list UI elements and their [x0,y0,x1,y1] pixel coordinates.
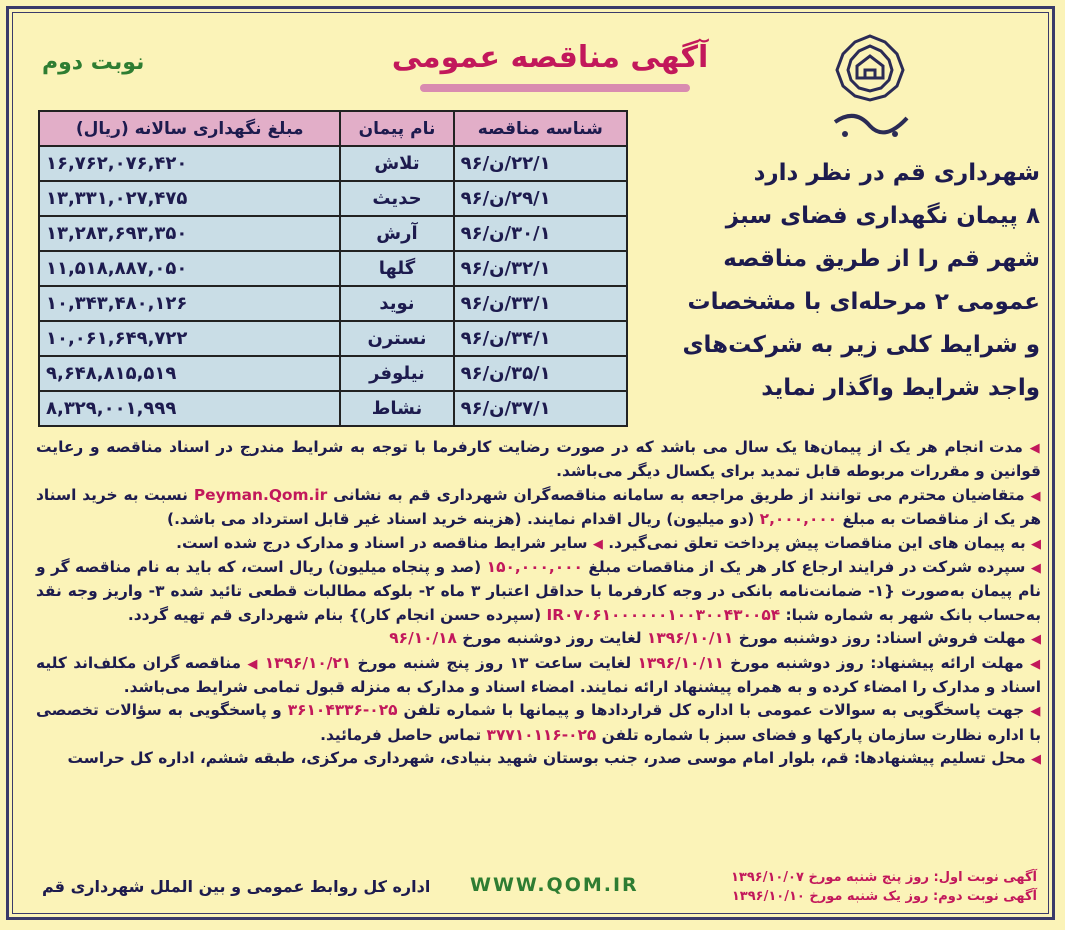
bullet-icon: ◀ [1031,632,1041,648]
clause-text: (دو میلیون) ریال اقدام نمایند. (هزینه خرید اسناد غیر قابل استرداد می باشد.) [167,510,755,529]
tender-id-cell: ۳۳/۱/ن/۹۶ [454,286,627,321]
table-row [39,251,627,286]
clause-text: لغایت روز دوشنبه مورخ [462,629,642,648]
website-link[interactable]: WWW.QOM.IR [470,874,639,896]
table-row [39,146,627,181]
tender-id-cell: ۲۲/۱/ن/۹۶ [454,146,627,181]
clause-text: جهت پاسخگویی به سوالات عمومی با اداره کل قراردادها و پیمانها با شماره تلفن [403,701,1025,720]
tender-id-cell: ۳۰/۱/ن/۹۶ [454,216,627,251]
bullet-icon: ◀ [247,656,259,672]
clause-text: مهلت فروش اسناد: روز دوشنبه مورخ [738,629,1026,648]
intro-line: واجد شرایط واگذار نماید [761,375,1040,401]
clause-text: متقاضیان محترم می توانند از طریق مراجعه به سامانه مناقصه‌گران شهرداری قم به نشانی [333,485,1025,504]
notice-body [36,436,1041,772]
phone-number: ۰۲۵-۳۶۱۰۴۳۳۶ [287,701,398,720]
clause-prepayment [36,532,1041,556]
amount-cell: ۱۶,۷۶۲,۰۷۶,۴۲۰ [39,146,340,181]
bullet-icon: ◀ [1031,536,1041,552]
tender-id-cell: ۳۴/۱/ن/۹۶ [454,321,627,356]
bullet-icon: ◀ [1030,704,1042,720]
intro-line: ۸ پیمان نگهداری فضای سبز [725,203,1040,229]
intro-line: و شرایط کلی زیر به شرکت‌های [682,332,1040,358]
contract-name-cell: آرش [340,216,453,251]
portal-link[interactable]: Peyman.Qom.ir [193,485,328,504]
amount-cell: ۸,۳۲۹,۰۰۱,۹۹۹ [39,391,340,426]
table-row [39,181,627,216]
clause-text: محل تسلیم پیشنهادها: قم، بلوار امام موسی صدر، جنب بوستان شهید بنیادی، شهرداری مرکزی، طبقه ششم، اداره کل حراست [67,749,1026,768]
clause-text: به پیمان های این مناقصات پیش پرداخت تعلق نمی‌گیرد. [608,533,1026,552]
deposit-amount: ۱۵۰,۰۰۰,۰۰۰ [486,558,583,577]
clause-deposit [36,556,1041,627]
bullet-icon: ◀ [1031,752,1041,768]
clause-text: سایر شرایط مناقصه در اسناد و مدارک درج شده است. [176,533,588,552]
tender-id-cell: ۳۵/۱/ن/۹۶ [454,356,627,391]
amount-cell: ۱۱,۵۱۸,۸۸۷,۰۵۰ [39,251,340,286]
publication-second: آگهی نوبت دوم: روز یک شنبه مورخ ۱۳۹۶/۱۰/۱۰ [731,889,1037,904]
bullet-icon: ◀ [1030,488,1042,504]
amount-cell: ۹,۶۴۸,۸۱۵,۵۱۹ [39,356,340,391]
amount-cell: ۱۳,۲۸۳,۶۹۳,۳۵۰ [39,216,340,251]
contract-name-cell: حدیث [340,181,453,216]
bullet-icon: ◀ [1030,656,1042,672]
clause-submission-deadline [36,652,1041,700]
tender-id-cell: ۲۹/۱/ن/۹۶ [454,181,627,216]
clause-text: (صد و پنجاه میلیون) ریال است، که باید به نام مناقصه گر و نام پیمان به‌صورت {۱- ضمانت‌نامه بانکی در وجه کارفرما با حداقل اعتبار ۳ ماه ۲- بلوکه مطالبات قطعی تائید شده ۳- واریز وجه نقد به‌حساب بانک شهر به شماره شبا: [36,558,1041,624]
amount-cell: ۱۰,۰۶۱,۶۴۹,۷۲۲ [39,321,340,356]
document-fee: ۲,۰۰۰,۰۰۰ [759,510,838,529]
clause-text: مهلت ارائه پیشنهاد: روز دوشنبه مورخ [730,653,1024,672]
date-value: ۹۶/۱۰/۱۸ [389,629,457,648]
column-header-name: نام پیمان [340,111,453,146]
intro-line: شهرداری قم در نظر دارد [753,160,1040,186]
clause-contact [36,699,1041,747]
title-underline [420,84,690,92]
tender-id-cell: ۳۷/۱/ن/۹۶ [454,391,627,426]
contract-name-cell: نشاط [340,391,453,426]
clause-text: لغایت ساعت ۱۳ روز پنج شنبه مورخ [357,653,632,672]
clause-sale-deadline [36,627,1041,651]
publication-first: آگهی نوبت اول: روز پنج شنبه مورخ ۱۳۹۶/۱۰/۰۷ [730,870,1037,885]
bullet-icon: ◀ [592,536,603,552]
tender-table [38,110,628,427]
date-value: ۱۳۹۶/۱۰/۱۱ [637,653,724,672]
intro-line: عمومی ۲ مرحله‌ای با مشخصات [687,289,1040,315]
iban-number: IR۰۷۰۶۱۰۰۰۰۰۰۱۰۰۳۰۰۴۳۰۰۵۴ [546,605,781,624]
phone-number: ۰۲۵-۳۷۷۱۰۱۱۶ [486,725,597,744]
table-row [39,321,627,356]
clause-location [36,747,1041,771]
intro-text [632,152,1040,410]
clause-text: (سپرده حسن انجام کار)} بنام شهرداری قم تهیه گردد. [127,605,542,624]
clause-documents [36,484,1041,532]
column-header-id: شناسه مناقصه [454,111,627,146]
department-name: اداره کل روابط عمومی و بین الملل شهرداری قم [42,877,431,896]
intro-line: شهر قم را از طریق مناقصه [723,246,1040,272]
date-value: ۱۳۹۶/۱۰/۱۱ [646,629,734,648]
notice-title: آگهی مناقصه عمومی [391,40,709,75]
clause-text: و پاسخگویی به سؤالات تخصصی با اداره نظارت سازمان پارکها و فضای سبز با شماره تلفن [36,701,1041,744]
table-row [39,391,627,426]
round-label: نوبت دوم [42,50,145,75]
amount-cell: ۱۳,۳۳۱,۰۲۷,۴۷۵ [39,181,340,216]
contract-name-cell: نیلوفر [340,356,453,391]
contract-name-cell: نوید [340,286,453,321]
clause-text: مناقصه گران مکلف‌اند کلیه اسناد و مدارک را امضاء کرده و به همراه پیشنهاد ارائه نمایند. امضاء اسناد و مدارک به منزله قبول تمامی شرایط می‌باشد. [36,653,1041,697]
contract-name-cell: تلاش [340,146,453,181]
clause-text: سپرده شرکت در فرایند ارجاع کار هر یک از مناقصات مبلغ [588,558,1026,577]
amount-cell: ۱۰,۳۴۳,۴۸۰,۱۲۶ [39,286,340,321]
clause-text: نسبت به خرید اسناد هر یک از مناقصات به مبلغ [36,485,1041,529]
bullet-icon: ◀ [1029,441,1042,456]
contract-name-cell: نسترن [340,321,453,356]
bullet-icon: ◀ [1030,561,1042,577]
tender-id-cell: ۳۲/۱/ن/۹۶ [454,251,627,286]
table-row [39,216,627,251]
municipality-logo-icon [815,30,925,150]
table-row [39,356,627,391]
publication-dates [731,868,1037,906]
column-header-amount: مبلغ نگهداری سالانه (ریال) [39,111,340,146]
table-header-row [39,111,627,146]
date-value: ۱۳۹۶/۱۰/۲۱ [264,653,352,672]
clause-duration [36,436,1041,484]
contract-name-cell: گلها [340,251,453,286]
clause-text: مدت انجام هر یک از پیمان‌ها یک سال می باشد که در صورت رضایت کارفرما با توجه به شرایط مندرج در اسناد مناقصه و رعایت قوانین و مقررات مربوطه قابل تمدید برای یکسال دیگر می‌باشد. [36,438,1041,481]
table-row [39,286,627,321]
clause-text: تماس حاصل فرمائید. [320,725,482,744]
